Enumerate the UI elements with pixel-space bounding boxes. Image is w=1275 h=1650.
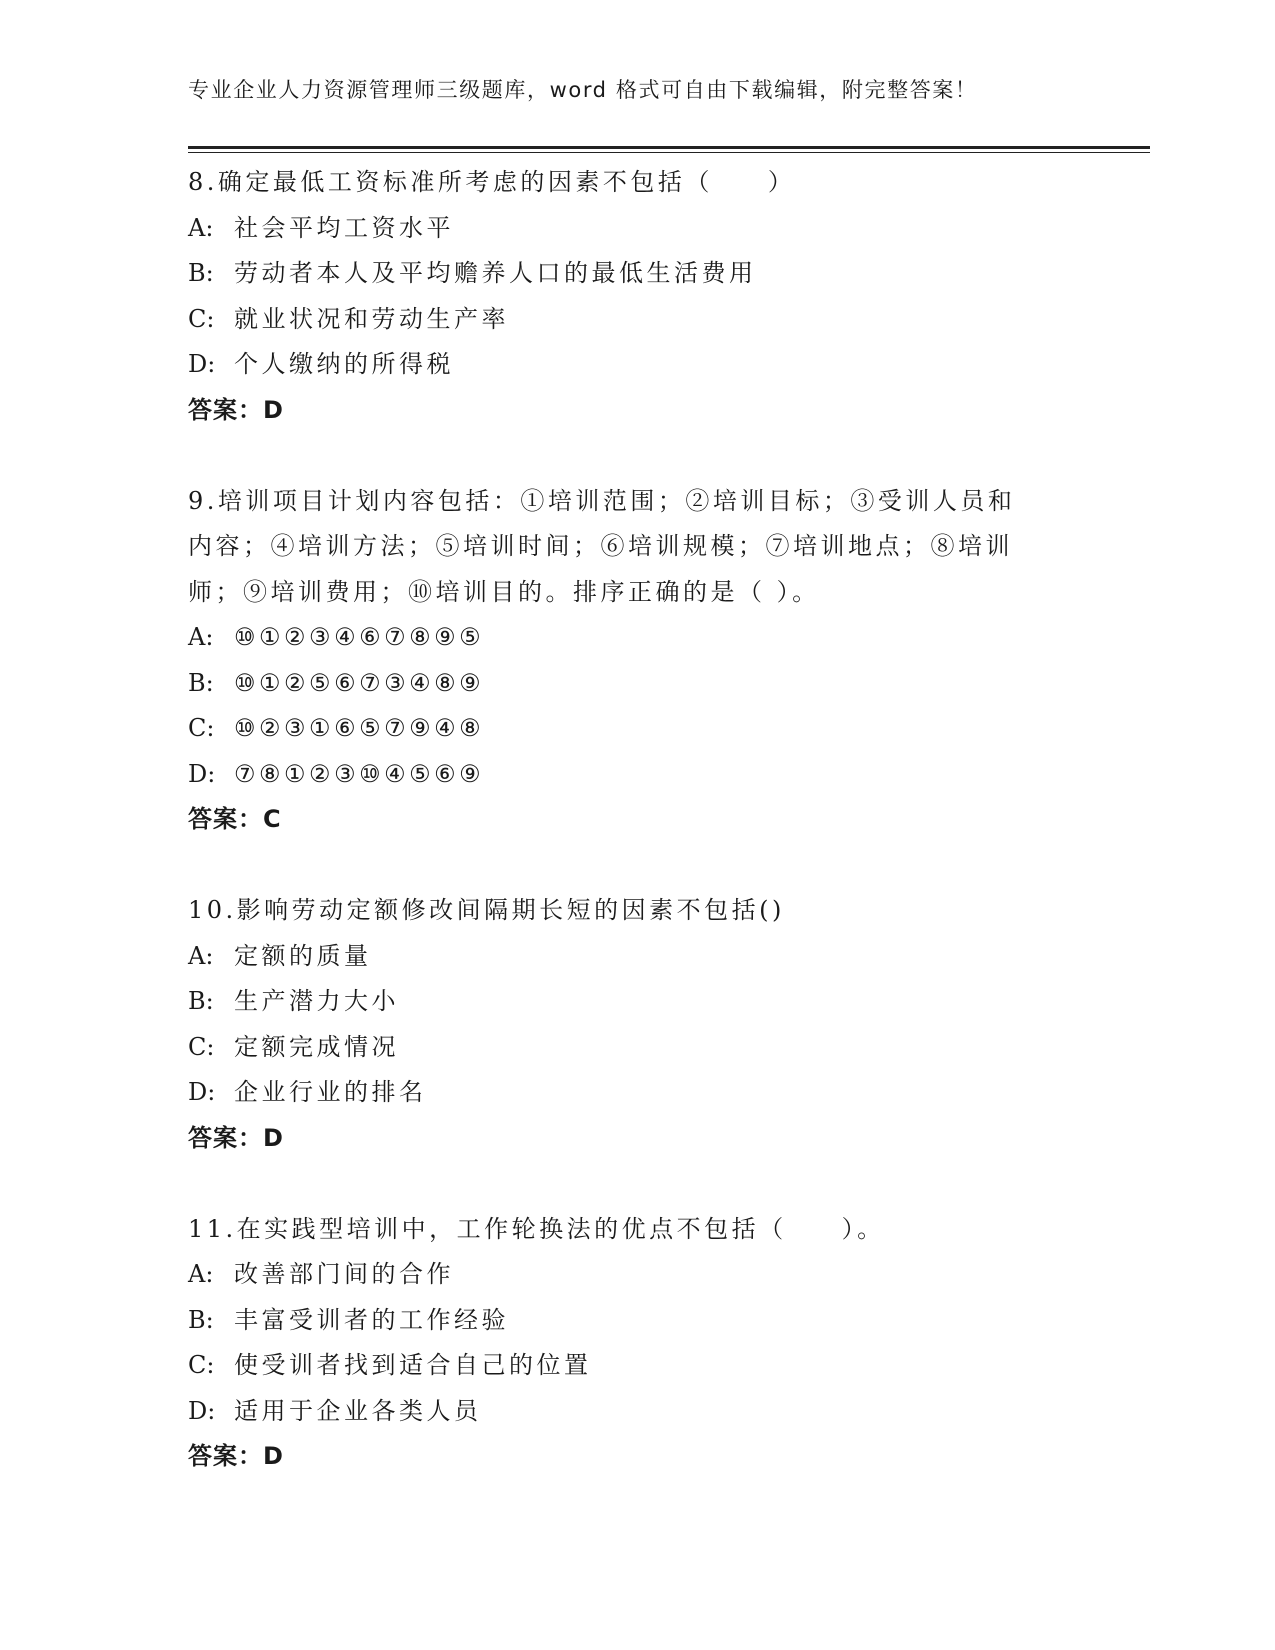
option-text: 就业状况和劳动生产率 [234,304,509,333]
option-c [188,297,1088,343]
question-block [188,160,1088,433]
question-stem: 师；⑨培训费用；⑩培训目的。排序正确的是（ ）。 [188,577,820,606]
question-stem: 内容；④培训方法；⑤培训时间；⑥培训规模；⑦培训地点；⑧培训 [188,532,1013,560]
option-label: C: [188,1351,215,1379]
answer-line: 答案：D [188,1123,284,1152]
option-text: 改善部门间的合作 [234,1260,454,1288]
option-b [188,1298,1088,1344]
option-d [188,342,1088,388]
question-block [188,479,1088,843]
question-stem: 8.确定最低工资标准所考虑的因素不包括（ ） [188,168,796,196]
option-a [188,615,1088,661]
option-text: 定额的质量 [234,941,372,970]
option-a [188,934,1088,980]
option-text: 劳动者本人及平均赡养人口的最低生活费用 [234,259,757,287]
page-header: 专业企业人力资源管理师三级题库，word 格式可自由下载编辑，附完整答案！ [188,78,978,102]
option-text: 适用于企业各类人员 [234,1396,482,1425]
option-d [188,752,1088,798]
question-stem: 11.在实践型培训中，工作轮换法的优点不包括（ ）。 [188,1214,885,1243]
option-text: 社会平均工资水平 [234,213,454,242]
question-stem: 9.培训项目计划内容包括：①培训范围；②培训目标；③受训人员和 [188,486,1016,515]
option-d [188,1070,1088,1116]
option-label: D: [188,350,216,378]
option-label: D: [188,1078,216,1106]
option-label: B: [188,987,214,1015]
question-stem: 10.影响劳动定额修改间隔期长短的因素不包括() [188,896,785,924]
option-text: 定额完成情况 [234,1032,399,1061]
header-rule-thick [188,146,1150,149]
option-label: D: [188,1396,216,1425]
option-text: 个人缴纳的所得税 [234,350,454,378]
option-label: C: [188,714,215,742]
header-rule-thin [188,152,1150,153]
option-label: A: [188,1260,214,1288]
option-text: 企业行业的排名 [234,1078,427,1106]
question-list [188,160,1088,1480]
question-block [188,1207,1088,1480]
option-text: ⑩②③①⑥⑤⑦⑨④⑧ [234,714,485,742]
option-c [188,706,1088,752]
option-label: A: [188,213,214,242]
option-c [188,1343,1088,1389]
option-d [188,1389,1088,1435]
option-a [188,1252,1088,1298]
option-label: B: [188,259,214,287]
option-b [188,251,1088,297]
answer-line: 答案：D [188,395,284,424]
option-text: 使受训者找到适合自己的位置 [234,1351,592,1379]
answer-line: 答案：D [188,1442,284,1470]
option-b [188,979,1088,1025]
question-block [188,888,1088,1161]
answer-line: 答案：C [188,805,282,833]
option-label: B: [188,1305,214,1334]
option-label: A: [188,941,214,970]
option-label: A: [188,623,214,651]
option-text: 生产潜力大小 [234,987,399,1015]
option-text: ⑦⑧①②③⑩④⑤⑥⑨ [234,759,485,788]
option-label: C: [188,1032,215,1061]
option-c [188,1025,1088,1071]
option-label: D: [188,759,216,788]
option-a [188,206,1088,252]
option-text: ⑩①②⑤⑥⑦③④⑧⑨ [234,668,485,697]
option-text: ⑩①②③④⑥⑦⑧⑨⑤ [234,623,485,651]
option-text: 丰富受训者的工作经验 [234,1305,509,1334]
option-label: B: [188,668,214,697]
option-label: C: [188,304,215,333]
option-b [188,661,1088,707]
